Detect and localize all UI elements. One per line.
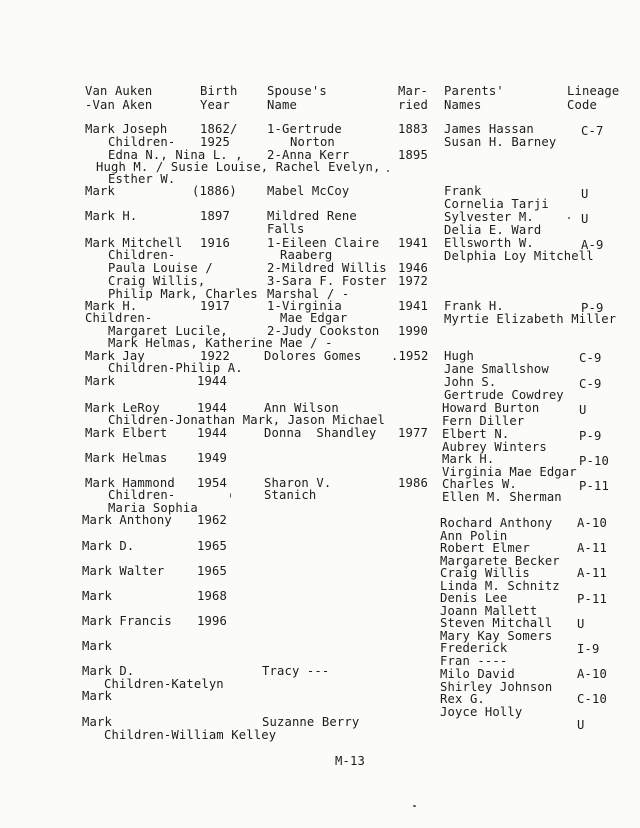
children-names: Craig Willis, (108, 274, 206, 288)
lineage-code: A-10 (577, 516, 607, 530)
lineage-code: P-9 (581, 301, 604, 315)
parent-name: Ellen M. Sherman (442, 490, 562, 504)
parent-name: Frank H. (444, 299, 504, 313)
spouse-name: Tracy --- (262, 664, 330, 678)
entry-name: Mark Francis (82, 614, 172, 628)
spouse-name: Falls (267, 222, 305, 236)
birth-year: 1917 (200, 299, 230, 313)
spouse-name: 1-Virginia (267, 299, 342, 313)
entry-name: Mark D. (82, 539, 135, 553)
married-year: 1941 (398, 236, 428, 250)
parent-name: Sylvester M. (444, 210, 534, 224)
parent-name: Margarete Becker (440, 554, 560, 568)
lineage-code: C-10 (577, 692, 607, 706)
parent-name: Charles W. (442, 477, 517, 491)
parent-name: Gertrude Cowdrey (444, 388, 564, 402)
spouse-name: Mabel McCoy (267, 184, 350, 198)
parent-name: Joann Mallett (440, 604, 538, 618)
parent-name: Ellsworth W. (444, 236, 534, 250)
parent-name: Elbert N. (442, 427, 510, 441)
birth-year: 1944 (197, 426, 227, 440)
children-names: Maria Sophia (108, 501, 198, 515)
birth-year: (1886) (192, 184, 237, 198)
birth-year: 1862/ (200, 122, 238, 136)
children-names: Children-Jonathan Mark, Jason Michael (108, 413, 386, 427)
children-names: Edna N., Nina L. , (108, 148, 243, 162)
parent-name: Steven Mitchall (440, 616, 553, 630)
header-lineage-code: Lineage Code (567, 84, 620, 112)
spouse-name: Suzanne Berry (262, 715, 360, 729)
entry-name: Mark Elbert (85, 426, 168, 440)
parent-name: Virginia Mae Edgar (442, 465, 577, 479)
parent-name: Delphia Loy Mitchell (444, 249, 594, 263)
parent-name: Howard Burton (442, 401, 540, 415)
entry-name: Mark (85, 374, 115, 388)
lineage-code: U (577, 617, 585, 631)
entry-name: Mark Jay (85, 349, 145, 363)
header-birth-year: Birth Year (200, 84, 238, 112)
children-names: Children-William Kelley (104, 728, 277, 742)
children-label: Children- (108, 488, 176, 502)
entry-name: Mark (82, 589, 112, 603)
spouse-name: Donna Shandley (264, 426, 377, 440)
entry-name: Mark Anthony (82, 513, 172, 527)
parent-name: Denis Lee (440, 591, 508, 605)
parent-name: Shirley Johnson (440, 680, 553, 694)
parent-name: Fran ---- (440, 654, 508, 668)
parent-name: Myrtie Elizabeth Miller (444, 312, 617, 326)
lineage-code: U (581, 187, 589, 201)
entry-name: Mark (82, 639, 112, 653)
children-label: Children- (85, 311, 153, 325)
married-year: 1977 (398, 426, 428, 440)
birth-year: 1996 (197, 614, 227, 628)
entry-name: Mark (85, 184, 115, 198)
entry-name: Mark Joseph (85, 122, 168, 136)
parent-name: Mark H. (442, 452, 495, 466)
lineage-code: C-9 (579, 351, 602, 365)
header-surname: Van Auken -Van Aken (85, 84, 153, 112)
spouse-name: 3-Sara F. Foster (267, 274, 387, 288)
married-year: 1895 (398, 148, 428, 162)
entry-name: Mark D. (82, 664, 135, 678)
lineage-code: U (577, 718, 585, 732)
scan-speck (568, 217, 570, 219)
children-names: Philip Mark, Charles (108, 287, 258, 301)
children-label: Children- (108, 248, 176, 262)
birth-year: 1965 (197, 564, 227, 578)
entry-name: Mark (82, 715, 112, 729)
lineage-code: U (579, 403, 587, 417)
children-names: Paula Louise / (108, 261, 213, 275)
header-married: Mar- ried (398, 84, 428, 112)
spouse-name: Mildred Rene (267, 209, 357, 223)
children-label: Children- (108, 135, 176, 149)
married-year: .1952 (391, 349, 429, 363)
spouse-name: Ann Wilson (264, 401, 339, 415)
parent-name: Mary Kay Somers (440, 629, 553, 643)
scan-speck (413, 805, 416, 807)
lineage-code: C-7 (581, 124, 604, 138)
birth-year: 1944 (197, 374, 227, 388)
lineage-code: P-11 (579, 479, 609, 493)
lineage-code: A-10 (577, 667, 607, 681)
entry-name: Mark Mitchell (85, 236, 183, 250)
page-number: M-13 (335, 754, 365, 768)
entry-name: Mark Hammond (85, 476, 175, 490)
children-names: Hugh M. / Susie Louise, Rachel Evelyn, (96, 160, 381, 174)
parent-name: Linda M. Schnitz (440, 579, 560, 593)
lineage-code: C-9 (579, 377, 602, 391)
parent-name: Frank (444, 184, 482, 198)
birth-year: 1949 (197, 451, 227, 465)
spouse-name: Raaberg (280, 248, 333, 262)
parent-name: Delia E. Ward (444, 223, 542, 237)
birth-year: 1922 (200, 349, 230, 363)
parent-name: Jane Smallshow (444, 362, 549, 376)
birth-year: 1965 (197, 539, 227, 553)
parent-name: Cornelia Tarji (444, 197, 549, 211)
parent-name: Susan H. Barney (444, 135, 557, 149)
scan-speck (387, 170, 389, 172)
spouse-name: 2-Judy Cookston (267, 324, 380, 338)
lineage-code: A-11 (577, 566, 607, 580)
children-names: Mark Helmas, Katherine Mae / - (108, 336, 333, 350)
lineage-code: I-9 (577, 642, 600, 656)
spouse-name: 1-Gertrude (267, 122, 342, 136)
parent-name: Robert Elmer (440, 541, 530, 555)
parent-name: Fern Diller (442, 414, 525, 428)
birth-year: 1962 (197, 513, 227, 527)
birth-year: 1897 (200, 209, 230, 223)
entry-name: Mark H. (85, 209, 138, 223)
children-names: Children-Philip A. (108, 361, 243, 375)
spouse-name: Dolores Gomes (264, 349, 362, 363)
spouse-name: Stanich (264, 488, 317, 502)
married-year: 1883 (398, 122, 428, 136)
spouse-name: 1-Eileen Claire (267, 236, 380, 250)
spouse-name: Mae Edgar (280, 311, 348, 325)
married-year: 1941 (398, 299, 428, 313)
entry-name: Mark LeRoy (85, 401, 160, 415)
entry-name: Mark Walter (82, 564, 165, 578)
parent-name: Aubrey Winters (442, 440, 547, 454)
entry-name: Mark (82, 689, 112, 703)
entry-name: Mark H. (85, 299, 138, 313)
married-year: 1990 (398, 324, 428, 338)
children-names: Children-Katelyn (104, 677, 224, 691)
spouse-name: 2-Mildred Willis (267, 261, 387, 275)
spouse-name: 2-Anna Kerr (267, 148, 350, 162)
lineage-code: A-9 (581, 238, 604, 252)
spouse-name: Marshal / - (267, 287, 350, 301)
parent-name: Hugh (444, 349, 474, 363)
birth-year: 1916 (200, 236, 230, 250)
birth-year: 1925 (200, 135, 230, 149)
birth-year: 1968 (197, 589, 227, 603)
married-year: 1986 (398, 476, 428, 490)
married-year: 1946 (398, 261, 428, 275)
parent-name: James Hassan (444, 122, 534, 136)
parent-name: Ann Polin (440, 529, 508, 543)
lineage-code: P-11 (577, 592, 607, 606)
parent-name: Milo David (440, 667, 515, 681)
children-names: Esther W. (108, 172, 176, 186)
children-names: Margaret Lucile, (108, 324, 228, 338)
parent-name: Rochard Anthony (440, 516, 553, 530)
married-year: 1972 (398, 274, 428, 288)
lineage-code: P-9 (579, 429, 602, 443)
lineage-code: A-11 (577, 541, 607, 555)
parent-name: Craig Willis (440, 566, 530, 580)
parent-name: Frederick (440, 641, 508, 655)
lineage-code: U (581, 212, 589, 226)
header-spouse-name: Spouse's Name (267, 84, 327, 112)
parent-name: Joyce Holly (440, 705, 523, 719)
spouse-name: Norton (290, 135, 335, 149)
parent-name: John S. (444, 375, 497, 389)
birth-year: 1954 (197, 476, 227, 490)
birth-year: 1944 (197, 401, 227, 415)
scan-speck (230, 493, 231, 498)
header-parents-names: Parents' Names (444, 84, 504, 112)
lineage-code: P-10 (579, 454, 609, 468)
entry-name: Mark Helmas (85, 451, 168, 465)
parent-name: Rex G. (440, 692, 485, 706)
spouse-name: Sharon V. (264, 476, 332, 490)
